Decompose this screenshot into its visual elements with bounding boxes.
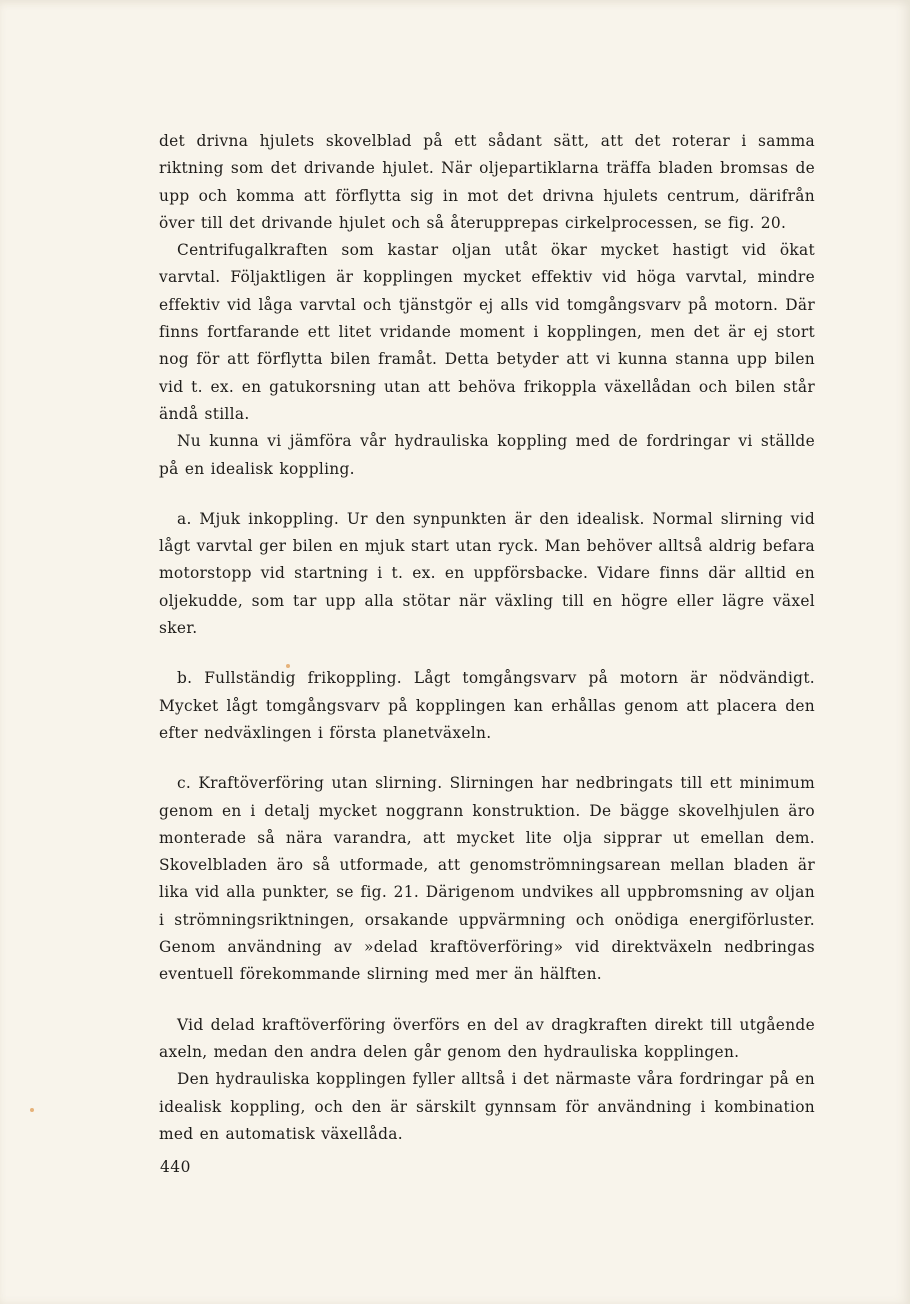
page-number: 440: [160, 1158, 191, 1176]
paragraph-item-a: a. Mjuk inkoppling. Ur den synpunkten är den idealisk. Normal slirning vid lågt varvtal ger bilen en mjuk start utan ryck. Man behöver alltså aldrig befara motorstopp vid startning i t. ex. en uppförsbacke. Vidare finns där alltid en oljekudde, som tar upp alla stötar när växling till en högre eller lägre växel sker.: [159, 509, 815, 638]
paper-speck: [286, 664, 290, 668]
paragraph-conclusion: Den hydrauliska kopplingen fyller alltså i det närmaste våra fordringar på en idealisk koppling, och den är särskilt gynnsam för användning i kombination med en automatisk växellåda.: [159, 1070, 815, 1143]
paragraph-3: Nu kunna vi jämföra vår hydrauliska koppling med de fordringar vi ställde på en idealisk koppling.: [159, 432, 815, 478]
paragraph-item-c: c. Kraftöverföring utan slirning. Slirningen har nedbringats till ett minimum genom en i detalj mycket noggrann konstruktion. De bägge skovelhjulen äro monterade så nära varandra, att mycket lite olja sipprar ut emellan dem. Skovelbladen äro så utformade, att genomströmningsarean mellan bladen är lika vid alla punkter, se fig. 21. Därigenom undvikes all uppbromsning av oljan i strömningsriktningen, orsakande uppvärmning och onödiga energiförluster. Genom användning av »delad kraftöverföring» vid direktväxeln nedbringas eventuell förekommande slirning med mer än hälften.: [159, 774, 815, 984]
paragraph-item-b: b. Fullständig frikoppling. Lågt tomgångsvarv på motorn är nödvändigt. Mycket lågt tomgångsvarv på kopplingen kan erhållas genom att placera den efter nedväxlingen i första planetväxeln.: [159, 669, 815, 742]
paragraph-1: det drivna hjulets skovelblad på ett sådant sätt, att det roterar i samma riktning som det drivande hjulet. När oljepartiklarna träffa bladen bromsas de upp och komma att förflytta sig in mot det drivna hjulets centrum, därifrån över till det drivande hjulet och så återupprepas cirkelprocessen, se fig. 20.: [159, 132, 815, 232]
body-text: [159, 128, 815, 1148]
paragraph-2: Centrifugalkraften som kastar oljan utåt ökar mycket hastigt vid ökat varvtal. Följaktligen är kopplingen mycket effektiv vid höga varvtal, mindre effektiv vid låga varvtal och tjänstgör ej alls vid tomgångsvarv på motorn. Där finns fortfarande ett litet vridande moment i kopplingen, men det är ej stort nog för att förflytta bilen framåt. Detta betyder att vi kunna stanna upp bilen vid t. ex. en gatukorsning utan att behöva frikoppla växellådan och bilen står ändå stilla.: [159, 241, 815, 423]
paragraph-split-transfer: Vid delad kraftöverföring överförs en del av dragkraften direkt till utgående axeln, medan den andra delen går genom den hydrauliska kopplingen.: [159, 1015, 815, 1061]
paper-speck: [30, 1108, 34, 1112]
